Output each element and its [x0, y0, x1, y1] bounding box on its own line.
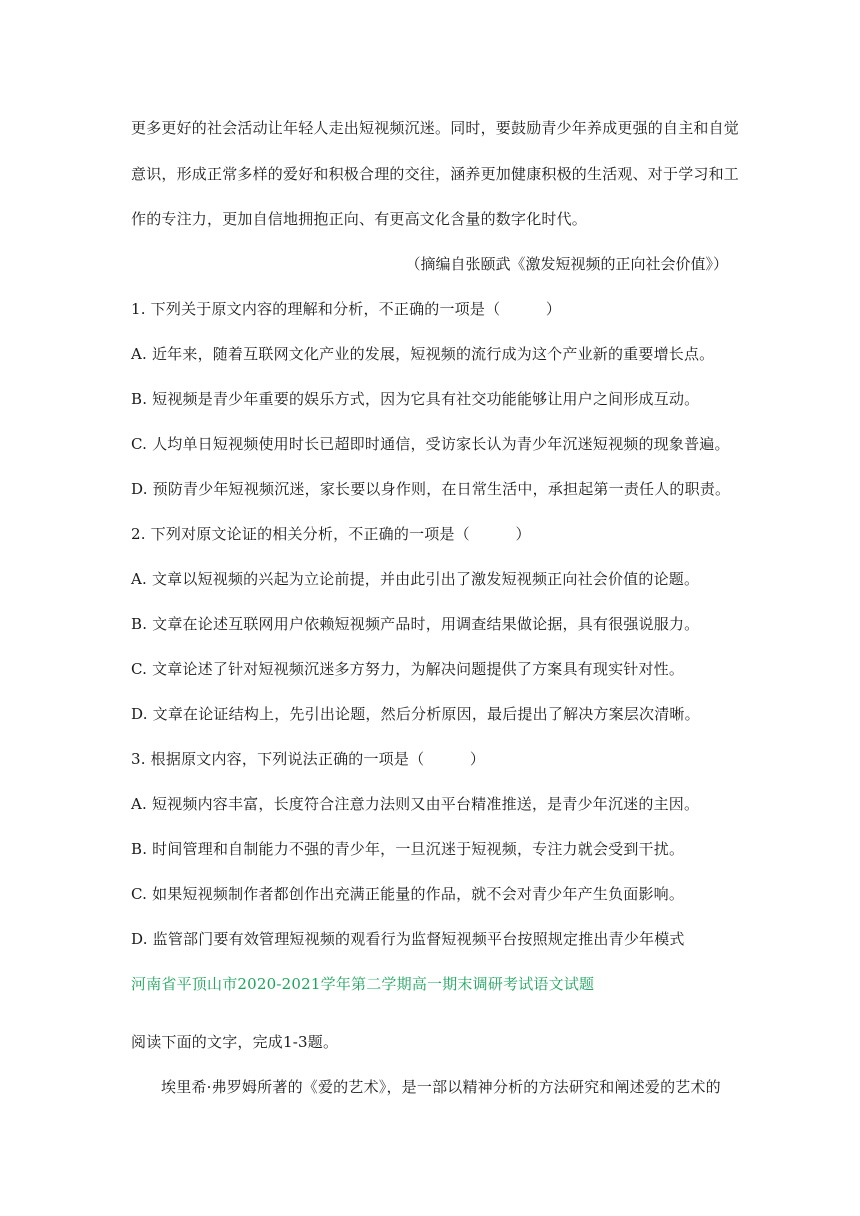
question-stem: 2. 下列对原文论证的相关分析，不正确的一项是（ ）: [131, 525, 531, 543]
question-option: D. 文章在论证结构上，先引出论题，然后分析原因，最后提出了解决方案层次清晰。: [131, 705, 700, 723]
question-option: B. 短视频是青少年重要的娱乐方式，因为它具有社交功能能够让用户之间形成互动。: [131, 390, 700, 408]
source-note: （摘编自张颐武《激发短视频的正向社会价值》）: [405, 255, 728, 273]
question-stem: 3. 根据原文内容，下列说法正确的一项是（ ）: [131, 750, 486, 768]
question-option: B. 文章在论述互联网用户依赖短视频产品时，用调查结果做论据，具有很强说服力。: [131, 615, 700, 633]
question-option: B. 时间管理和自制能力不强的青少年，一旦沉迷于短视频，专注力就会受到干扰。: [131, 840, 685, 858]
passage-line: 意识，形成正常多样的爱好和积极合理的交往，涵养更加健康积极的生活观、对于学习和工: [131, 165, 740, 183]
passage-line: 更多更好的社会活动让年轻人走出短视频沉迷。同时，要鼓励青少年养成更强的自主和自觉: [131, 119, 740, 137]
passage-line: 作的专注力，更加自信地拥抱正向、有更高文化含量的数字化时代。: [131, 210, 588, 228]
passage-first-line: 埃里希·弗罗姆所著的《爱的艺术》，是一部以精神分析的方法研究和阐述爱的艺术的: [161, 1078, 721, 1096]
question-option: C. 文章论述了针对短视频沉迷多方努力，为解决问题提供了方案具有现实针对性。: [131, 660, 685, 678]
question-stem: 1. 下列关于原文内容的理解和分析，不正确的一项是（ ）: [131, 300, 562, 318]
question-option: C. 如果短视频制作者都创作出充满正能量的作品，就不会对青少年产生负面影响。: [131, 885, 685, 903]
question-option: A. 文章以短视频的兴起为立论前提，并由此引出了激发短视频正向社会价值的论题。: [131, 570, 700, 588]
question-option: A. 近年来，随着互联网文化产业的发展，短视频的流行成为这个产业新的重要增长点。: [131, 345, 715, 363]
question-option: A. 短视频内容丰富，长度符合注意力法则又由平台精准推送，是青少年沉迷的主因。: [131, 795, 700, 813]
question-option: C. 人均单日短视频使用时长已超即时通信，受访家长认为青少年沉迷短视频的现象普遍。: [131, 435, 730, 453]
exam-title-link[interactable]: 河南省平顶山市2020-2021学年第二学期高一期末调研考试语文试题: [131, 975, 595, 993]
question-option: D. 监管部门要有效管理短视频的观看行为监督短视频平台按照规定推出青少年模式: [131, 930, 685, 948]
reading-instruction: 阅读下面的文字，完成1-3题。: [131, 1033, 339, 1051]
question-option: D. 预防青少年短视频沉迷，家长要以身作则，在日常生活中，承担起第一责任人的职责。: [131, 480, 731, 498]
